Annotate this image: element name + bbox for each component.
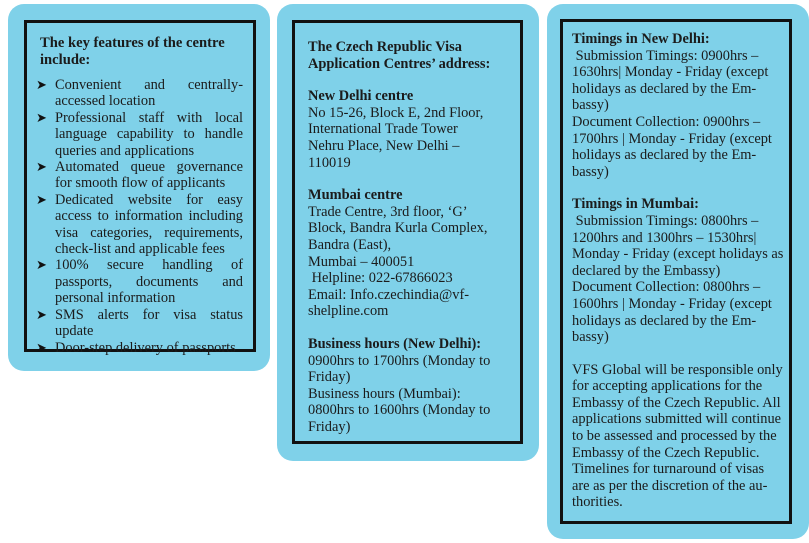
mumbai-hours-line: Friday) xyxy=(308,418,351,435)
delhi-address-line: International Trade Tower xyxy=(308,121,458,138)
vfs-note-line: are as per the discretion of the au- xyxy=(572,477,768,494)
delhi-timing-line: holidays as declared by the Em- xyxy=(572,80,757,97)
address-card xyxy=(277,4,539,461)
arrow-bullet-icon: ➤ xyxy=(36,339,47,355)
features-frame xyxy=(24,20,256,356)
mumbai-email: Email: Info.czechindia@vf- xyxy=(308,286,470,303)
delhi-hours-line: 0900hrs to 1700hrs (Monday to xyxy=(308,352,491,369)
list-item: ➤ 100% secure handling of passports, documents and personal information xyxy=(36,257,243,307)
delhi-timing-line: Submission Timings: 0900hrs – xyxy=(572,47,759,64)
list-item: ➤ Automated queue governance for smooth flow of applicants xyxy=(36,159,243,192)
vfs-note-line: Embassy of the Czech Republic. xyxy=(572,444,760,461)
delhi-timing-line: holidays as declared by the Em- xyxy=(572,147,757,164)
delhi-hours-heading: Business hours (New Delhi): xyxy=(308,335,482,352)
list-item: ➤ Door-step delivery of passports xyxy=(36,339,236,356)
arrow-bullet-icon: ➤ xyxy=(36,77,47,92)
features-list xyxy=(36,77,243,356)
delhi-timing-line: 1630hrs| Monday - Friday (except xyxy=(572,64,769,81)
vfs-note-line: thorities. xyxy=(572,494,623,511)
mumbai-address-line: Trade Centre, 3rd floor, ‘G’ xyxy=(308,203,468,220)
mumbai-timing-line: holidays as declared by the Em- xyxy=(572,312,757,329)
mumbai-hours-line: 0800hrs to 1600hrs (Monday to xyxy=(308,402,491,419)
mumbai-timing-line: declared by the Embassy) xyxy=(572,262,721,279)
mumbai-address-line: Bandra (East), xyxy=(308,236,392,253)
vfs-note-line: applications submitted will continue xyxy=(572,411,782,428)
vfs-note-line: Embassy of the Czech Republic. All xyxy=(572,394,781,411)
mumbai-address-line: Block, Bandra Kurla Complex, xyxy=(308,220,488,237)
arrow-bullet-icon: ➤ xyxy=(36,109,47,125)
mumbai-timing-line: 1200hrs and 1300hrs – 1530hrs| xyxy=(572,229,757,246)
features-title: The key features of the centre include: xyxy=(40,35,225,68)
delhi-address-line: No 15-26, Block E, 2nd Floor, xyxy=(308,104,484,121)
vfs-note-line: to be assessed and processed by the xyxy=(572,428,777,445)
address-frame xyxy=(292,20,523,444)
timings-card xyxy=(547,4,809,539)
mumbai-timing-line: Document Collection: 0800hrs – xyxy=(572,279,761,296)
list-item: ➤ Professional staff with local language capability to handle queries and applications xyxy=(36,109,243,159)
delhi-timings-heading: Timings in New Delhi: xyxy=(572,31,710,47)
list-item: ➤ Convenient and centrally-accessed location xyxy=(36,77,243,110)
delhi-timing-line: Document Collection: 0900hrs – xyxy=(572,113,761,130)
mumbai-address-line: Mumbai – 400051 xyxy=(308,253,415,270)
mumbai-centre-heading: Mumbai centre xyxy=(308,187,403,204)
delhi-timing-line: bassy) xyxy=(572,163,609,180)
delhi-centre-heading: New Delhi centre xyxy=(308,88,414,105)
arrow-bullet-icon: ➤ xyxy=(36,306,47,322)
delhi-hours-line: Friday) xyxy=(308,369,351,386)
mumbai-timings-heading: Timings in Mumbai: xyxy=(572,196,699,213)
arrow-bullet-icon: ➤ xyxy=(36,257,47,273)
mumbai-email: shelpline.com xyxy=(308,303,389,320)
delhi-address-line: Nehru Place, New Delhi – xyxy=(308,137,460,154)
features-card xyxy=(8,4,270,371)
mumbai-hours-label: Business hours (Mumbai): xyxy=(308,385,461,402)
timings-frame xyxy=(560,19,792,524)
list-item: ➤ SMS alerts for visa status update xyxy=(36,306,243,340)
delhi-timing-line: bassy) xyxy=(572,97,609,114)
mumbai-timing-line: Submission Timings: 0800hrs – xyxy=(572,212,759,229)
vfs-note-line: for accepting applications for the xyxy=(572,378,763,395)
arrow-bullet-icon: ➤ xyxy=(36,191,47,207)
vfs-note-line: VFS Global will be responsible only xyxy=(572,361,783,378)
mumbai-timing-line: Monday - Friday (except holidays as xyxy=(572,246,784,263)
mumbai-timing-line: bassy) xyxy=(572,329,609,346)
mumbai-helpline: Helpline: 022-67866023 xyxy=(308,270,453,287)
address-title: The Czech Republic Visa Application Centres’ address: xyxy=(308,39,491,72)
arrow-bullet-icon: ➤ xyxy=(36,159,47,175)
delhi-timing-line: 1700hrs | Monday - Friday (except xyxy=(572,130,772,147)
list-item: ➤ Dedicated website for easy access to information including visa categories, requirements, check-list and applicable fees xyxy=(36,191,243,258)
mumbai-timing-line: 1600hrs | Monday - Friday (except xyxy=(572,295,772,312)
delhi-address-line: 110019 xyxy=(308,154,351,171)
vfs-note-line: Timelines for turnaround of visas xyxy=(572,461,765,478)
